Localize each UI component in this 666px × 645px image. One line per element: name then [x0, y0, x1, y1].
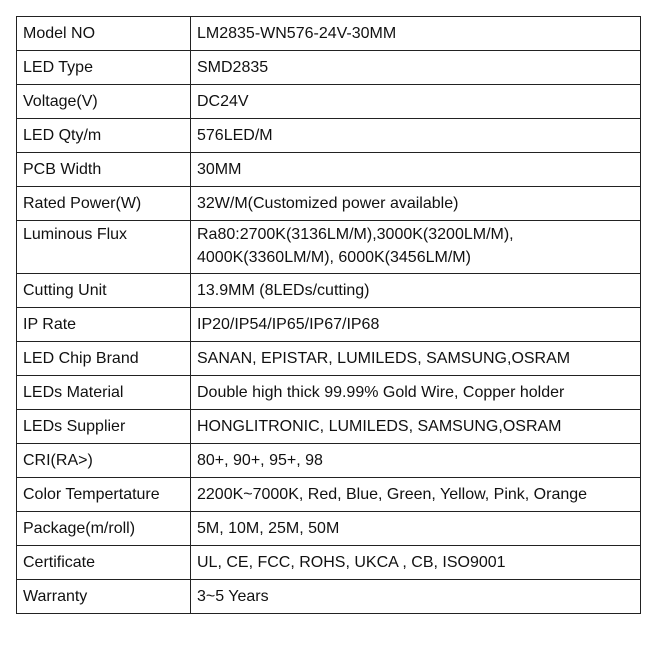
spec-value: 576LED/M [191, 119, 641, 153]
spec-row-certificate [17, 546, 641, 580]
spec-label: Voltage(V) [17, 85, 191, 119]
spec-table [16, 16, 641, 614]
spec-label: IP Rate [17, 308, 191, 342]
spec-row-led-type [17, 51, 641, 85]
spec-label: LEDs Material [17, 376, 191, 410]
spec-label: LED Chip Brand [17, 342, 191, 376]
spec-value: 5M, 10M, 25M, 50M [191, 512, 641, 546]
spec-label: Luminous Flux [17, 221, 191, 274]
spec-row-cutting-unit [17, 274, 641, 308]
spec-value: Double high thick 99.99% Gold Wire, Copper holder [191, 376, 641, 410]
spec-row-rated-power [17, 187, 641, 221]
spec-label: LEDs Supplier [17, 410, 191, 444]
spec-label: Package(m/roll) [17, 512, 191, 546]
spec-value: 32W/M(Customized power available) [191, 187, 641, 221]
spec-row-cri [17, 444, 641, 478]
spec-row-pcb-width [17, 153, 641, 187]
spec-label: PCB Width [17, 153, 191, 187]
spec-value: 30MM [191, 153, 641, 187]
spec-value: UL, CE, FCC, ROHS, UKCA , CB, ISO9001 [191, 546, 641, 580]
spec-row-model-no [17, 17, 641, 51]
spec-value-line: Ra80:2700K(3136LM/M),3000K(3200LM/M), [197, 226, 514, 243]
spec-label: Cutting Unit [17, 274, 191, 308]
spec-value: 2200K~7000K, Red, Blue, Green, Yellow, Pink, Orange [191, 478, 641, 512]
spec-value: LM2835-WN576-24V-30MM [191, 17, 641, 51]
spec-value: HONGLITRONIC, LUMILEDS, SAMSUNG,OSRAM [191, 410, 641, 444]
spec-value: SANAN, EPISTAR, LUMILEDS, SAMSUNG,OSRAM [191, 342, 641, 376]
spec-label: Model NO [17, 17, 191, 51]
spec-value: SMD2835 [191, 51, 641, 85]
spec-value: 80+, 90+, 95+, 98 [191, 444, 641, 478]
spec-label: Rated Power(W) [17, 187, 191, 221]
spec-label: LED Type [17, 51, 191, 85]
spec-value: 3~5 Years [191, 580, 641, 614]
spec-value: DC24V [191, 85, 641, 119]
spec-label: Color Tempertature [17, 478, 191, 512]
spec-row-ip-rate [17, 308, 641, 342]
spec-row-luminous-flux [17, 221, 641, 274]
spec-value [191, 221, 641, 274]
spec-label: LED Qty/m [17, 119, 191, 153]
spec-row-leds-material [17, 376, 641, 410]
spec-row-led-chip-brand [17, 342, 641, 376]
spec-value-line: 4000K(3360LM/M), 6000K(3456LM/M) [197, 249, 471, 266]
spec-row-led-qty [17, 119, 641, 153]
spec-row-color-temperature [17, 478, 641, 512]
spec-value: 13.9MM (8LEDs/cutting) [191, 274, 641, 308]
spec-label: Certificate [17, 546, 191, 580]
spec-row-voltage [17, 85, 641, 119]
spec-label: CRI(RA>) [17, 444, 191, 478]
spec-row-leds-supplier [17, 410, 641, 444]
spec-value: IP20/IP54/IP65/IP67/IP68 [191, 308, 641, 342]
spec-row-warranty [17, 580, 641, 614]
spec-row-package [17, 512, 641, 546]
spec-label: Warranty [17, 580, 191, 614]
